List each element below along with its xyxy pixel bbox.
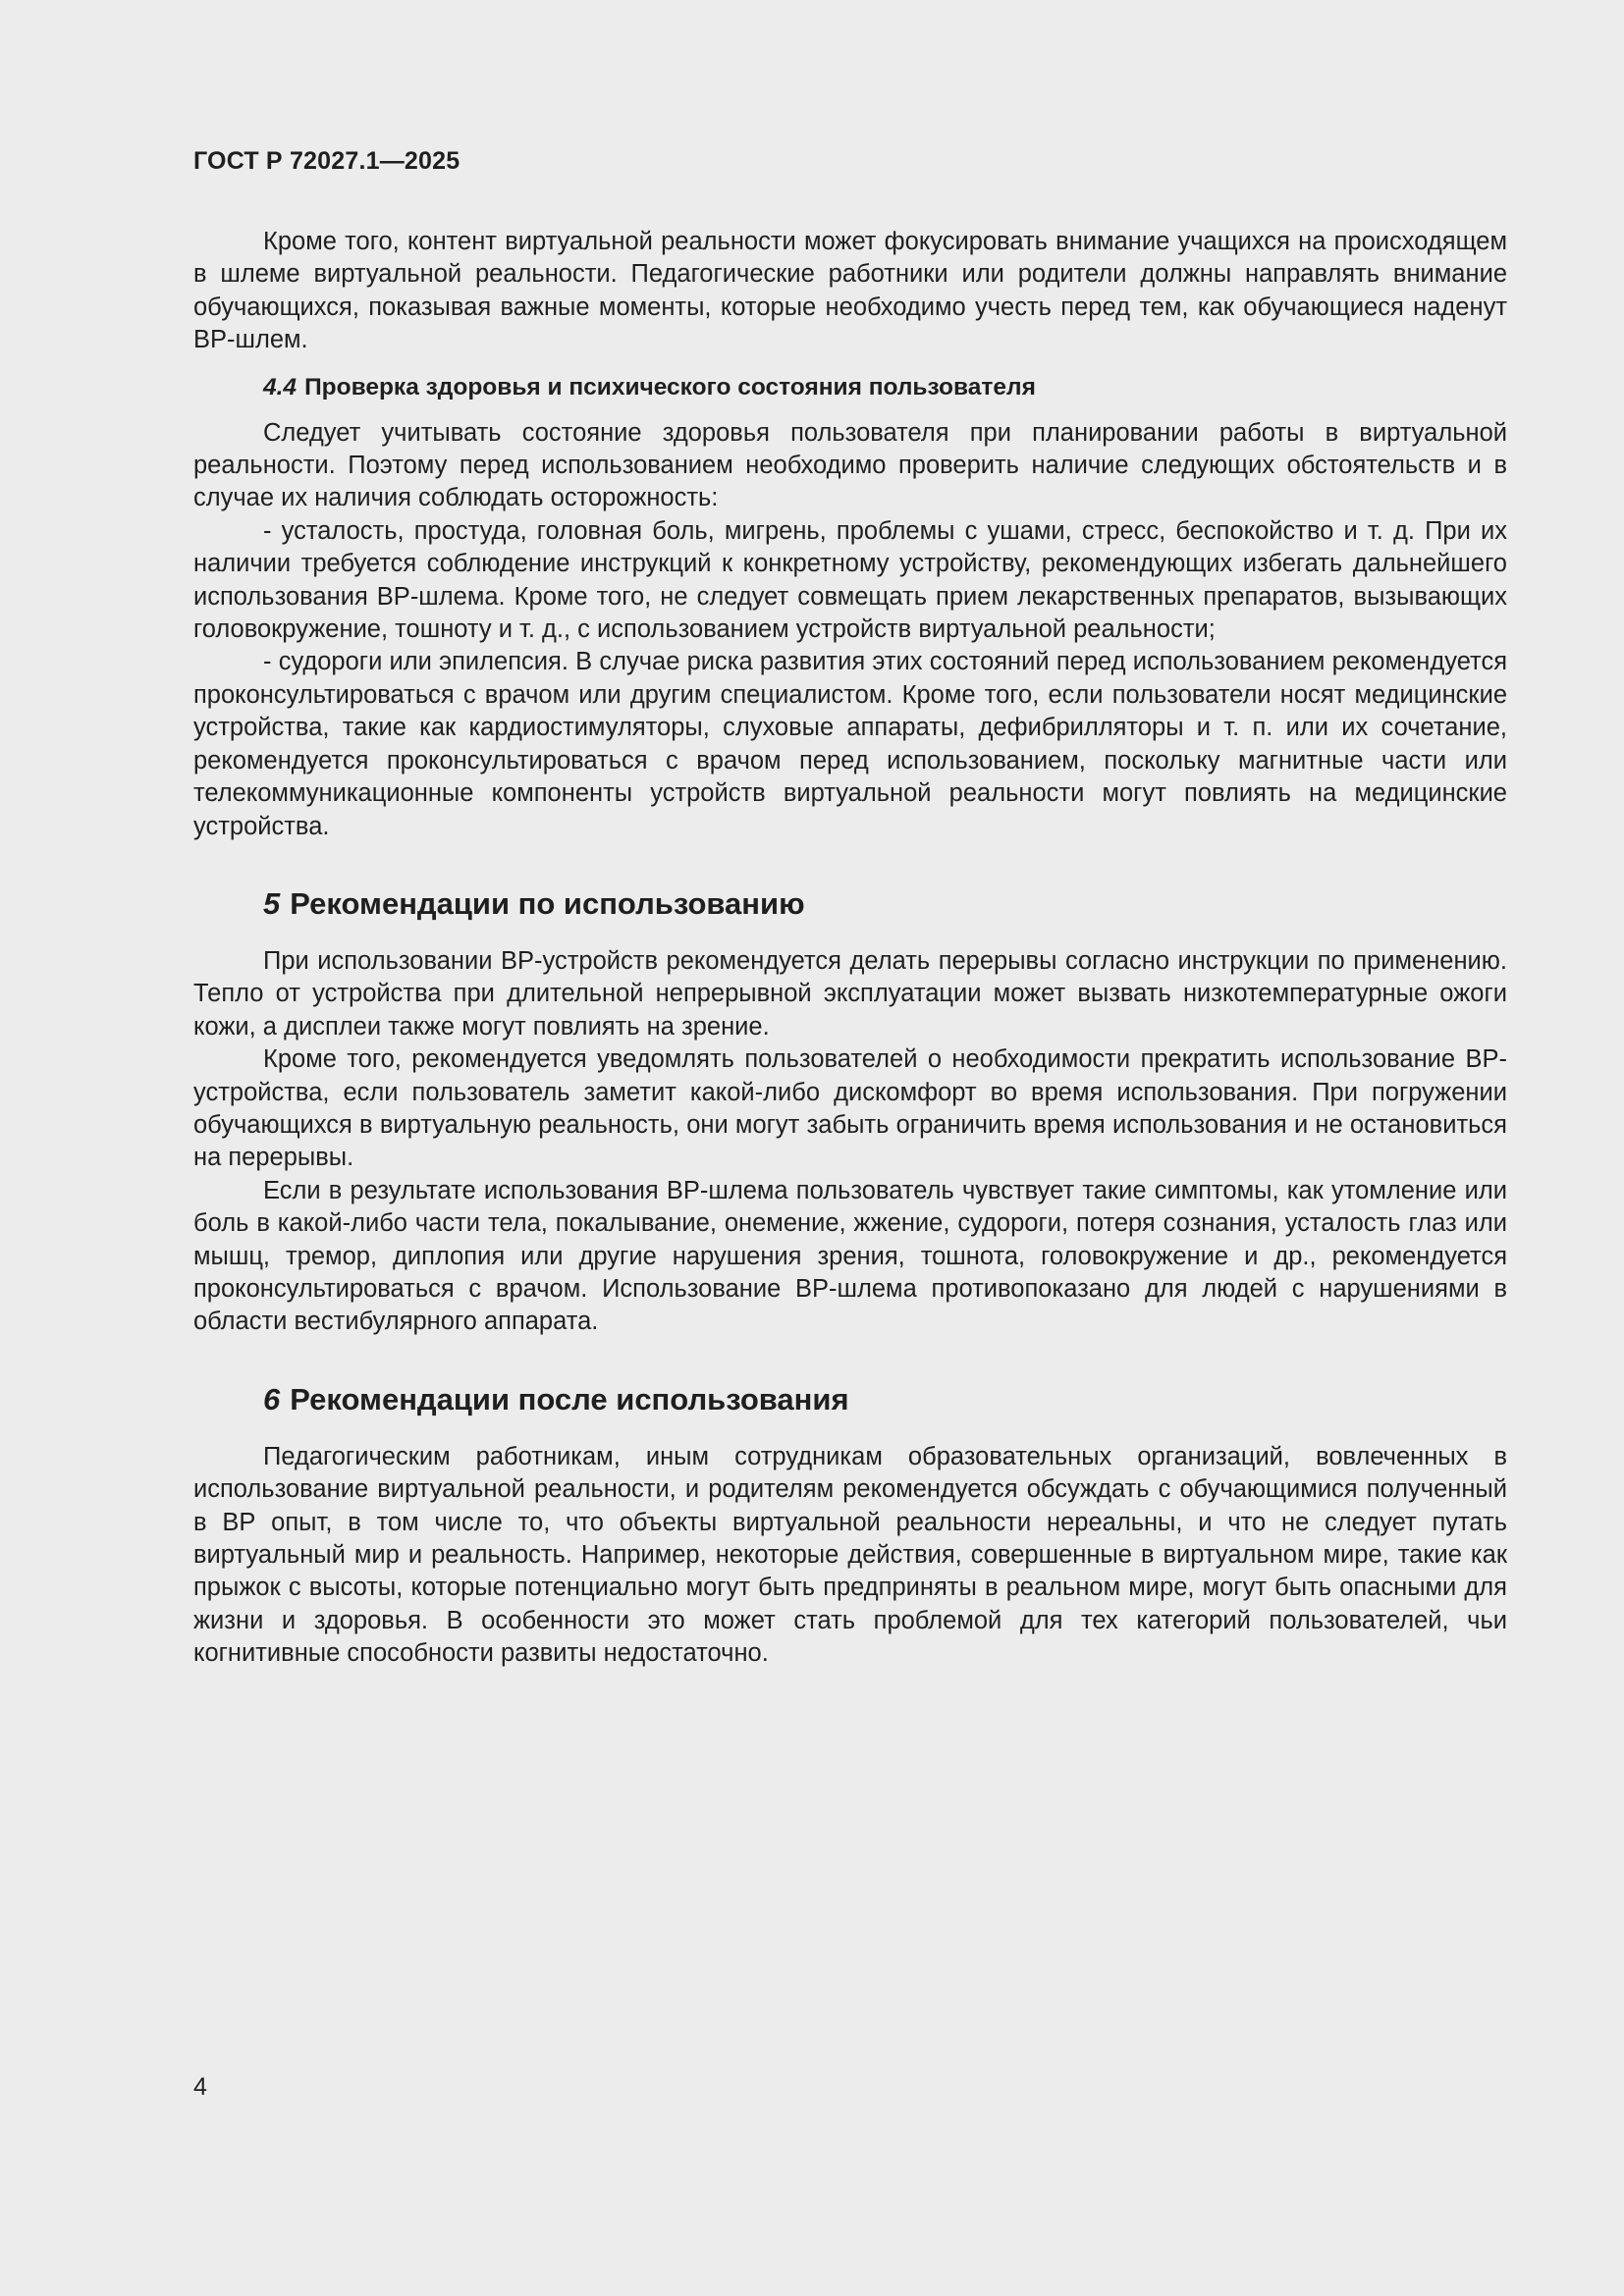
paragraph: При использовании ВР-устройств рекомендуется делать перерывы согласно инструкции по применению. Тепло от устройства при длительной непрерывной эксплуатации может вызвать низкотемпературные ожоги кожи, а дисплеи также могут повлиять на зрение.: [193, 946, 1507, 1041]
paragraph: Кроме того, рекомендуется уведомлять пользователей о необходимости прекратить использование ВР-устройства, если пользователь заметит какой-либо дискомфорт во время использования. При погружении обучающихся в виртуальную реальность, они могут забыть ограничить время использования и не остановиться на перерывы.: [193, 1045, 1507, 1172]
subsection-title: Проверка здоровья и психического состояния пользователя: [304, 373, 1036, 400]
section-title: Рекомендации по использованию: [290, 885, 805, 921]
paragraph: Педагогическим работникам, иным сотрудникам образовательных организаций, вовлеченных в использование виртуальной реальности, и родителям рекомендуется обсуждать с обучающимися полученный в ВР опыт, в том числе то, что объекты виртуальной реальности нереальны, и что не следует путать виртуальный мир и реальность. Например, некоторые действия, совершенные в виртуальном мире, такие как прыжок с высоты, которые потенциально могут быть предприняты в реальном мире, могут быть опасными для жизни и здоровья. В особенности это может стать проблемой для тех категорий пользователей, чьи когнитивные способности развиты недостаточно.: [193, 1442, 1507, 1668]
page-content: [193, 226, 1507, 1671]
section-heading-5: [263, 884, 1507, 924]
section-number: 5: [263, 885, 281, 921]
page-number: 4: [193, 2073, 207, 2101]
intro-paragraph: Кроме того, контент виртуальной реальности может фокусировать внимание учащихся на происходящем в шлеме виртуальной реальности. Педагогические работники или родители должны направлять внимание обучающихся, показывая важные моменты, которые необходимо учесть перед тем, как обучающиеся наденут ВР-шлем.: [193, 228, 1507, 354]
section-heading-6: [263, 1380, 1507, 1419]
subsection-heading-4-4: [263, 371, 1507, 403]
paragraph: Следует учитывать состояние здоровья пользователя при планировании работы в виртуальной реальности. Поэтому перед использованием необходимо проверить наличие следующих обстоятельств и в случае их наличия соблюдать осторожность:: [193, 418, 1507, 512]
subsection-number: 4.4: [263, 373, 298, 400]
section-number: 6: [263, 1381, 281, 1416]
list-item: - судороги или эпилепсия. В случае риска развития этих состояний перед использованием рекомендуется проконсультироваться с врачом или другим специалистом. Кроме того, если пользователи носят медицинские устройства, такие как кардиостимуляторы, слуховые аппараты, дефибрилляторы и т. п. или их сочетание, рекомендуется проконсультироваться с врачом перед использованием, поскольку магнитные части или телекоммуникационные компоненты устройств виртуальной реальности могут повлиять на медицинские устройства.: [193, 648, 1507, 840]
section-title: Рекомендации после использования: [290, 1381, 849, 1416]
list-item: - усталость, простуда, головная боль, мигрень, проблемы с ушами, стресс, беспокойство и т. д. При их наличии требуется соблюдение инструкций к конкретному устройству, рекомендующих избегать дальнейшего использования ВР-шлема. Кроме того, не следует совмещать прием лекарственных препаратов, вызывающих головокружение, тошноту и т. д., с использованием устройств виртуальной реальности;: [193, 516, 1507, 644]
paragraph: Если в результате использования ВР-шлема пользователь чувствует такие симптомы, как утомление или боль в какой-либо части тела, покалывание, онемение, жжение, судороги, потеря сознания, усталость глаз или мышц, тремор, диплопия или другие нарушения зрения, тошнота, головокружение и др., рекомендуется проконсультироваться с врачом. Использование ВР-шлема противопоказано для людей с нарушениями в области вестибулярного аппарата.: [193, 1176, 1507, 1336]
document-header: ГОСТ Р 72027.1—2025: [193, 147, 460, 175]
